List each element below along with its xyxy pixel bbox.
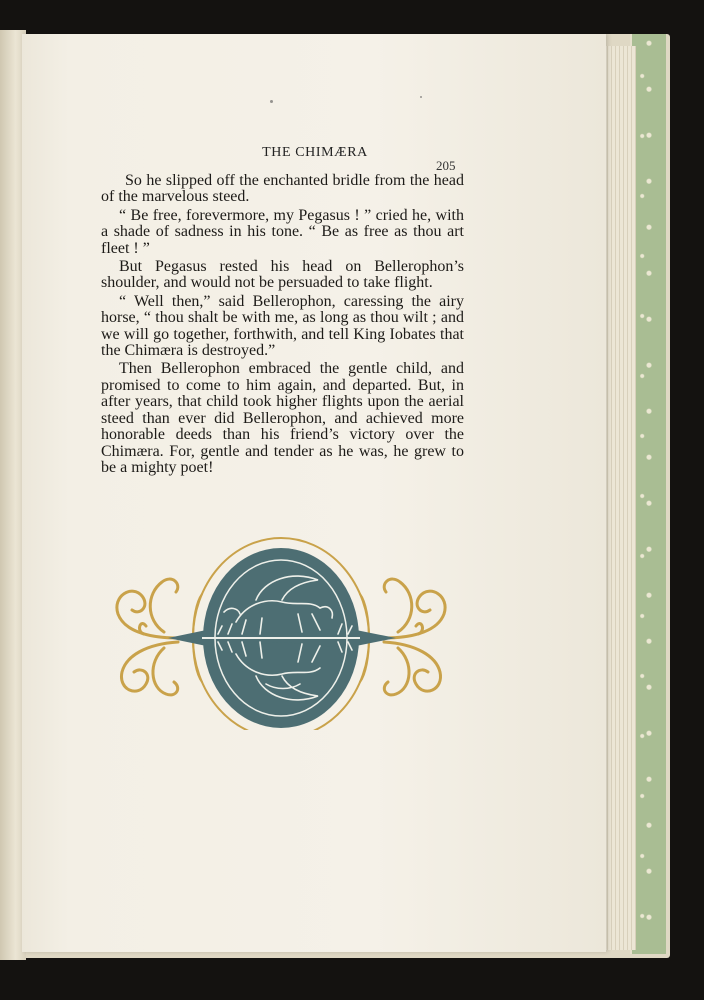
book-page [22,34,606,952]
paragraph: “ Be free, forevermore, my Pegasus ! ” cried he, with a shade of sadness in his tone. “ Be as free as thou art fleet ! ” [101,206,464,257]
paragraph: “ Well then,” said Bellerophon, caressing the airy horse, “ thou shalt be with me, as long as thou wilt ; and we will go together, forthwith, and tell King Iobates that the Chimæra is destroyed.” [101,292,464,360]
page-speck [420,96,422,98]
winged-horse-and-chimaera-medallion-icon [106,534,456,730]
body-text [101,173,464,478]
paragraph: But Pegasus rested his head on Bellerophon’s shoulder, and would not be persuaded to take flight. [101,258,464,292]
running-title: THE CHIMÆRA [262,145,368,160]
paragraph: So he slipped off the enchanted bridle from the head of the marvelous steed. [101,172,464,206]
page-speck [270,100,273,103]
paragraph: Then Bellerophon embraced the gentle child, and promised to come to him again, and departed. But, in after years, that child took higher flights upon the aerial steed than ever did Bellerophon, and achieved more honorable deeds than his friend’s victory over the Chimæra. For, gentle and tender as he was, he grew to be a mighty poet! [101,360,464,476]
page-number: 205 [436,158,456,173]
